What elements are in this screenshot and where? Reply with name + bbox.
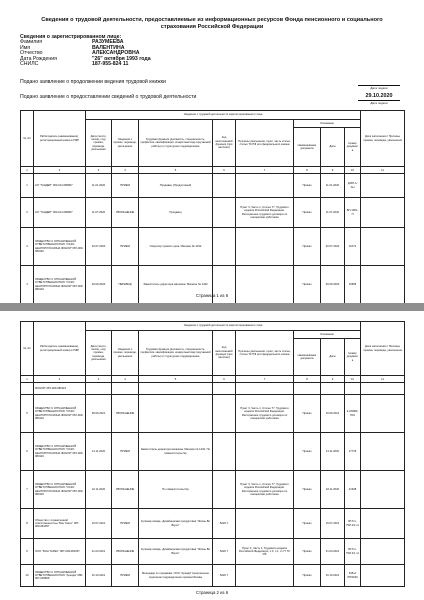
cell-event: ПРИЕМ	[112, 509, 139, 539]
cell-code: 5220.7	[213, 539, 236, 565]
cell-extra	[361, 509, 405, 539]
cell-doc-date: 13.11.2020	[321, 433, 345, 471]
cell-reason: Пункт 3, Часть 1, Статья 77, Трудового кодекса Российской Федерации. Расторжение трудового договора по инициативе работника	[236, 198, 294, 228]
table-row	[21, 228, 405, 266]
cell-doc: Приказ	[294, 266, 321, 303]
cell-event: УВОЛЬНЕНИЕ	[112, 198, 139, 228]
cell-extra	[361, 471, 405, 509]
cell-doc-date: 11.07.2020	[321, 198, 345, 228]
cell-code	[213, 471, 236, 509]
cell-employer: ОБЩЕСТВО С ОГРАНИЧЕННОЙ ОТВЕТСТВЕННОСТЬЮ "ОСКО ЦЕНТОРЛ ЮСКИНА ФОНЛИ" 087-009-080119	[34, 395, 86, 433]
column-number: 11	[361, 376, 405, 383]
cell-date: 20.07.2020	[86, 228, 112, 266]
column-number: 4	[112, 167, 139, 174]
cell-extra	[361, 228, 405, 266]
cell-code	[213, 174, 236, 198]
cell-num: 9	[21, 539, 34, 565]
table-header-page-1	[21, 111, 405, 167]
header-doc-date: Дата	[321, 127, 345, 167]
statement-continue-workbook: Подано заявление о продолжении ведения трудовой книжки	[20, 79, 166, 85]
cell-position: Продавец (Продуктовый)	[139, 174, 213, 198]
cell-event: УВОЛЬНЕНИЕ	[112, 539, 139, 565]
header-event: Сведения о приеме, переводе, увольнении	[112, 330, 139, 376]
header-basis: Основание	[294, 330, 361, 338]
column-numbers-row	[21, 167, 405, 174]
cell-extra	[361, 433, 405, 471]
header-date-fill: Дата заполнения / Причины приема, перевода, увольнения	[361, 322, 405, 376]
cell-date: 22.11.2020	[86, 471, 112, 509]
cell-event: УВОЛЬНЕНИЕ	[112, 395, 139, 433]
cell-doc-date: 15.07.2021	[321, 509, 345, 539]
header-employer: Работодатель (наименование), регистрационный номер в ПФР	[34, 111, 86, 167]
column-number: 4	[112, 376, 139, 383]
cell-extra	[361, 198, 405, 228]
header-reason: Причины увольнения, пункт, часть статьи, статья ТК РФ или федерального закона	[236, 119, 294, 167]
cell-doc-date: 18.11.2020	[321, 471, 345, 509]
cell-num: 1	[21, 174, 34, 198]
employment-table-page-1	[20, 110, 405, 303]
header-employer: Работодатель (наименование), регистрационный номер в ПФР	[34, 322, 86, 376]
cell-doc-num: 21938	[345, 471, 361, 509]
cell-employer: ОБЩЕСТВО С ОГРАНИЧЕННОЙ ОТВЕТСТВЕННОСТЬЮ "ОСКО ЦЕНТОРЛ ЮСКИНА ФОНЛИ" 087-009-080119	[34, 433, 86, 471]
cell-event: УВОЛЬНЕНИЕ	[112, 471, 139, 509]
table-body-page-1	[21, 167, 405, 303]
cell-position	[139, 395, 213, 433]
person-snils-row	[20, 62, 151, 67]
header-group-title: Сведения о трудовой деятельности зарегистрированного лица	[86, 322, 361, 331]
header-reason: Причины увольнения, пункт, часть статьи, статья ТК РФ или федерального закона	[236, 330, 294, 376]
cell-event	[112, 383, 139, 395]
cell-event: ПРИЕМ	[112, 174, 139, 198]
cell-doc: Приказ	[294, 539, 321, 565]
cell-doc-num: 15685	[345, 266, 361, 303]
cell-position: Заместитель директора магазина. Магазин № 1432. По совместительству	[139, 433, 213, 471]
cell-doc: Приказ	[294, 174, 321, 198]
column-number: 7	[236, 167, 294, 174]
cell-position	[139, 383, 213, 395]
column-number: 5	[139, 376, 213, 383]
cell-employer: АО "ТАНДЕР" 060-014-080807	[34, 198, 86, 228]
cell-employer: ООО "БОН ТАРЕС" 087-009-081057	[34, 539, 86, 565]
cell-employer: ОБЩЕСТВО С ОГРАНИЧЕННОЙ ОТВЕТСТВЕННОСТЬЮ "Аркада" 088-007-048829	[34, 565, 86, 587]
table-row	[21, 395, 405, 433]
cell-position: Менеджер по продажам. ООО "Аркада" Центральное отделение подразделение приема Москвы	[139, 565, 213, 587]
statement-provide-date: 29.10.2020	[365, 93, 393, 99]
cell-doc-num: БТЛ-1-75И 4/2 лс	[345, 509, 361, 539]
cell-doc-num: БП-1001-П	[345, 198, 361, 228]
column-number: 6	[213, 167, 236, 174]
table-row	[21, 471, 405, 509]
column-number: 8	[294, 376, 321, 383]
cell-reason: Пункт 3, Часть 1, Трудового кодекса Российской Федерации, п.3, ч.1, ст.77 ТК РФ	[236, 539, 294, 565]
cell-code	[213, 228, 236, 266]
page-number-2: Страница 2 из 6	[195, 590, 229, 595]
cell-doc-num: 17715	[345, 433, 361, 471]
column-number: 2	[34, 376, 86, 383]
cell-doc: Приказ	[294, 565, 321, 587]
cell-doc-num	[345, 383, 361, 395]
cell-doc: Приказ	[294, 433, 321, 471]
cell-num: 2	[21, 198, 34, 228]
cell-extra	[361, 383, 405, 395]
header-doc-name: Наименование документа	[294, 127, 321, 167]
cell-doc-date	[321, 383, 345, 395]
column-number: 1	[21, 167, 34, 174]
person-header: Сведения о зарегистрированном лице:	[20, 34, 122, 40]
column-number: 9	[321, 167, 345, 174]
cell-num: 4	[21, 266, 34, 303]
person-patronymic-value: АЛЕКСАНДРОВНА	[92, 50, 140, 57]
cell-date: 16.07.2021	[86, 509, 112, 539]
column-number: 8	[294, 167, 321, 174]
cell-doc-date: 11.01.2020	[321, 174, 345, 198]
person-surname-label: Фамилия	[20, 39, 43, 46]
cell-date: 14.11.2020	[86, 433, 112, 471]
cell-position: Заместитель директора магазина. Магазин № 1432	[139, 266, 213, 303]
header-position: Трудовая функция (должность, специальность, профессия, квалификация, конкретный вид поручаемой работы) и структурное подразделение	[139, 330, 213, 376]
column-number: 10	[345, 376, 361, 383]
cell-reason	[236, 174, 294, 198]
cell-code	[213, 383, 236, 395]
cell-employer: АО "ТАНДЕР" 060-014-080807	[34, 174, 86, 198]
column-number: 2	[34, 167, 86, 174]
document-page-2	[0, 311, 424, 600]
cell-date: 31.03.2021	[86, 539, 112, 565]
person-birthdate-label: Дата Рождения	[20, 55, 57, 62]
cell-doc-num: 548-к/ЛП/0040	[345, 565, 361, 587]
column-numbers-row	[21, 376, 405, 383]
cell-doc: Приказ	[294, 395, 321, 433]
header-date: Дата (число, месяц, год) приема, перевода, увольнения	[86, 330, 112, 376]
cell-num: 6	[21, 433, 34, 471]
table-row	[21, 509, 405, 539]
cell-employer: ФОНЛИ" 087-009-080119	[34, 383, 86, 395]
cell-position: Продавец	[139, 198, 213, 228]
cell-doc-num: 2-К/0803-П01	[345, 395, 361, 433]
cell-date: 29.09.2020	[86, 266, 112, 303]
column-number: 5	[139, 167, 213, 174]
column-number: 10	[345, 167, 361, 174]
cell-position: Кулинар-пекарь. Дизайнерская продуктовая "Жизнь Во Вкусе"	[139, 539, 213, 565]
cell-code	[213, 198, 236, 228]
cell-date: 16.10.2021	[86, 565, 112, 587]
table-row	[21, 565, 405, 587]
header-date-fill: Дата заполнения / Причины приема, перевода, увольнения	[361, 111, 405, 167]
person-name-label: Имя	[20, 44, 31, 51]
cell-position: Кулинар-пекарь. Дизайнерская продуктовая "Жизнь Во Вкусе"	[139, 509, 213, 539]
page-number-1: Страница 1 из 6	[195, 293, 229, 298]
cell-doc: Приказ	[294, 228, 321, 266]
person-snils-label: СНИЛС	[20, 61, 39, 68]
cell-num	[21, 383, 34, 395]
cell-doc-date: 16.10.2021	[321, 565, 345, 587]
cell-doc-date: 15.09.2021	[321, 395, 345, 433]
header-position: Трудовая функция (должность, специальность, профессия, квалификация, конкретный вид поручаемой работы) и структурное подразделение	[139, 119, 213, 167]
cell-date: 28.09.2021	[86, 395, 112, 433]
cell-extra	[361, 565, 405, 587]
cell-reason	[236, 383, 294, 395]
cell-doc-date: 29.09.2020	[321, 266, 345, 303]
cell-reason: Пункт 3, Часть 1, Статья 77, Трудового кодекса Российской Федерации. Расторжение трудового договора по инициативе работника	[236, 471, 294, 509]
statement-provide-info: Подано заявление о предоставлении сведений о трудовой деятельности	[20, 94, 197, 100]
table-row	[21, 433, 405, 471]
cell-num: 10	[21, 565, 34, 587]
cell-event: ПРИЕМ	[112, 433, 139, 471]
header-doc-num: Номер документа	[345, 127, 361, 167]
column-number: 9	[321, 376, 345, 383]
column-number: 7	[236, 376, 294, 383]
cell-doc: Приказ	[294, 471, 321, 509]
header-event: Сведения о приеме, переводе, увольнении	[112, 119, 139, 167]
header-doc-name: Наименование документа	[294, 338, 321, 376]
cell-code: 5220.7	[213, 509, 236, 539]
cell-num: 3	[21, 228, 34, 266]
statement-provide-date-caption: Дата подачи	[370, 101, 388, 105]
header-doc-date: Дата	[321, 338, 345, 376]
statement-continue-date-caption: Дата подачи	[370, 86, 388, 90]
cell-doc: Приказ	[294, 198, 321, 228]
header-code: Код выполняемой функции (при наличии)	[213, 119, 236, 167]
cell-num: 8	[21, 509, 34, 539]
statement-provide-date-line	[358, 93, 400, 101]
cell-num: 5	[21, 395, 34, 433]
cell-employer: Общество с ограниченной ответственностью "Бон Тарес" 087-009-081057	[34, 509, 86, 539]
column-number: 3	[86, 167, 112, 174]
header-num: № п/п	[21, 111, 34, 167]
cell-doc-date: 20.07.2020	[321, 228, 345, 266]
cell-date: 11.07.2020	[86, 198, 112, 228]
cell-employer: ОБЩЕСТВО С ОГРАНИЧЕННОЙ ОТВЕТСТВЕННОСТЬЮ "ОСКО ЦЕНТОРЛ ЮСКИНА ФОНЛИ" 087-009-080119	[34, 228, 86, 266]
cell-extra	[361, 539, 405, 565]
cell-event: ПЕРЕВОД	[112, 266, 139, 303]
header-basis: Основание	[294, 119, 361, 127]
column-number: 1	[21, 376, 34, 383]
cell-reason: Пункт 3, Часть 1, Статья 77, Трудового кодекса Российской Федерации. Расторжение трудового договора по инициативе работника	[236, 395, 294, 433]
person-surname-value: РАЗУМЕЕВА	[92, 39, 124, 46]
cell-event: ПРИЕМ	[112, 228, 139, 266]
cell-reason	[236, 228, 294, 266]
employment-table-page-2	[20, 321, 405, 587]
table-body-page-2	[21, 376, 405, 587]
column-number: 3	[86, 376, 112, 383]
header-doc-num: Номер документа	[345, 338, 361, 376]
person-patronymic-label: Отчество	[20, 50, 43, 57]
cell-employer: ОБЩЕСТВО С ОГРАНИЧЕННОЙ ОТВЕТСТВЕННОСТЬЮ "ОСКО ЦЕНТОРЛ ЮСКИНА ФОНЛИ" 087-009-080119	[34, 266, 86, 303]
column-number: 11	[361, 167, 405, 174]
cell-extra	[361, 395, 405, 433]
cell-code: 5220.7	[213, 565, 236, 587]
cell-doc-date: 21.03.2021	[321, 539, 345, 565]
column-number: 6	[213, 376, 236, 383]
cell-position: По совместительству	[139, 471, 213, 509]
cell-date: 11.01.2020	[86, 174, 112, 198]
cell-code	[213, 433, 236, 471]
header-group-title: Сведения о трудовой деятельности зарегистрированного лица	[86, 111, 361, 120]
table-row	[21, 539, 405, 565]
cell-doc-num: БТЛ-1-75И 4/1 лс	[345, 539, 361, 565]
header-date: Дата (число, месяц, год) приема, перевода, увольнения	[86, 119, 112, 167]
person-info	[20, 35, 151, 67]
cell-date	[86, 383, 112, 395]
cell-reason	[236, 509, 294, 539]
cell-doc	[294, 383, 321, 395]
cell-reason	[236, 433, 294, 471]
cell-doc-num: 11072	[345, 228, 361, 266]
cell-position: Оператор прямого цеха. Магазин № 1432	[139, 228, 213, 266]
person-birthdate-value: "26" октября 1993 года	[92, 55, 151, 62]
table-header-page-2	[21, 322, 405, 376]
table-row	[21, 174, 405, 198]
document-title: Сведения о трудовой деятельности, предоставляемые из информационных ресурсов Фонда пенсионного и социального страхования Российской Федерации	[41, 17, 383, 30]
cell-num: 7	[21, 471, 34, 509]
statement-continue-date-line	[358, 79, 400, 86]
header-num: № п/п	[21, 322, 34, 376]
cell-employer: ОБЩЕСТВО С ОГРАНИЧЕННОЙ ОТВЕТСТВЕННОСТЬЮ "ОСКО ЦЕНТОРЛ ЮСКИНА ФОНЛИ" 087-009-080119	[34, 471, 86, 509]
person-name-value: ВАЛЕНТИНА	[92, 44, 125, 51]
cell-reason	[236, 565, 294, 587]
table-row	[21, 383, 405, 395]
header-code: Код выполняемой функции (при наличии)	[213, 330, 236, 376]
table-row	[21, 198, 405, 228]
cell-extra	[361, 174, 405, 198]
cell-doc: Приказ	[294, 509, 321, 539]
cell-doc-num: Д-БП-1/АН	[345, 174, 361, 198]
cell-code	[213, 395, 236, 433]
person-snils-value: 187-955-824 11	[92, 61, 129, 68]
cell-event: ПРИЕМ	[112, 565, 139, 587]
